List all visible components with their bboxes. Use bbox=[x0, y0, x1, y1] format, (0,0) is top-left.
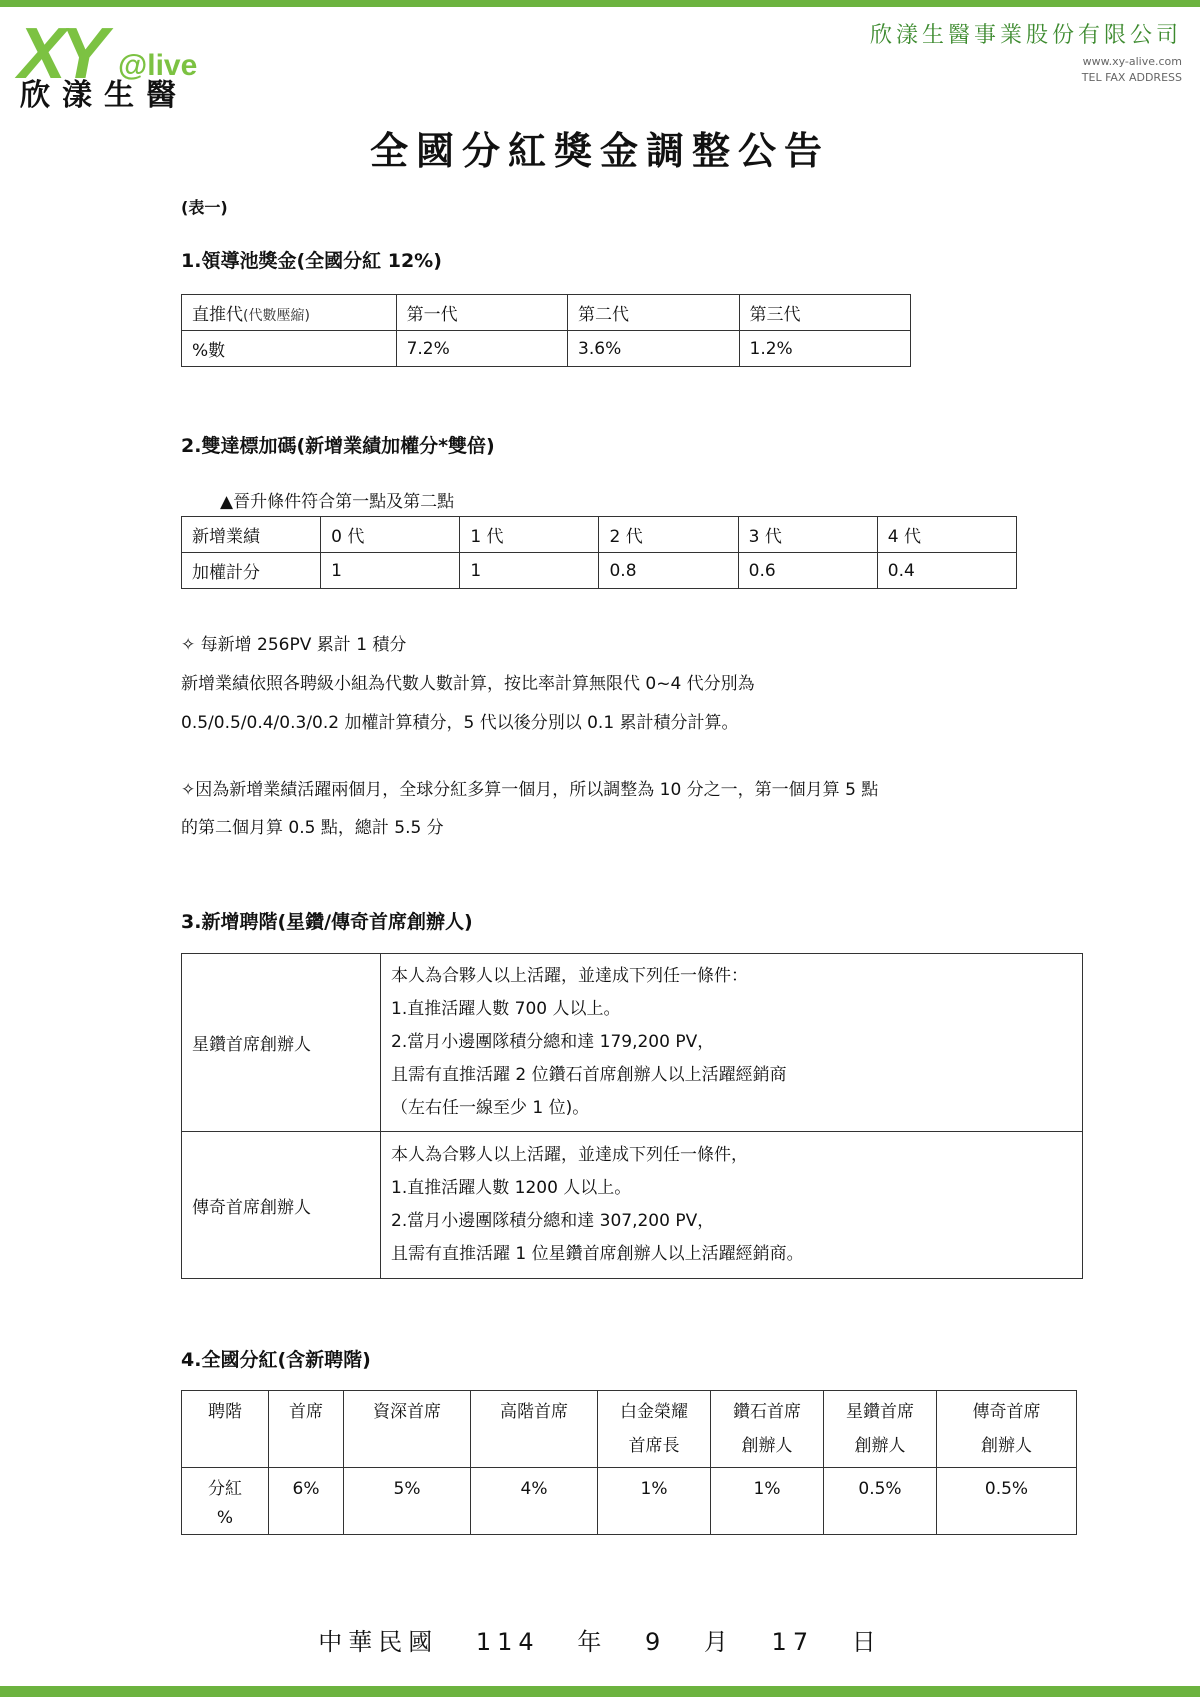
logo-chinese-name: 欣漾生醫 bbox=[20, 78, 188, 113]
company-name: 欣漾生醫事業股份有限公司 bbox=[869, 23, 1182, 48]
table-cell: 1% bbox=[598, 1468, 711, 1535]
company-info bbox=[870, 22, 1182, 86]
condition-line: 2.當月小邊團隊積分總和達 179,200 PV， bbox=[391, 1032, 715, 1052]
new-ranks-table bbox=[181, 953, 1083, 1279]
date-year: 114 bbox=[475, 1628, 540, 1656]
para1-line2: 新增業績依照各聘級小組為代數人數計算，按比率計算無限代 0~4 代分別為 bbox=[181, 674, 755, 694]
condition-line: 本人為合夥人以上活躍，並達成下列任一條件： bbox=[391, 966, 748, 986]
table-header-cell: 4 代 bbox=[877, 517, 1016, 553]
section4-heading: 4.全國分紅(含新聘階) bbox=[181, 1349, 371, 1371]
date-era: 中華民國 bbox=[318, 1628, 439, 1656]
company-contact: TEL FAX ADDRESS bbox=[1081, 71, 1182, 84]
table-cell: 4% bbox=[471, 1468, 598, 1535]
section1-heading: 1.領導池獎金(全國分紅 12%) bbox=[181, 250, 442, 272]
company-logo bbox=[18, 14, 218, 115]
company-website: www.xy-alive.com bbox=[1082, 55, 1182, 68]
table-header-cell: 傳奇首席 創辦人 bbox=[937, 1391, 1077, 1468]
date-day-unit: 日 bbox=[851, 1628, 882, 1656]
table-header-cell: 1 代 bbox=[460, 517, 599, 553]
date-month: 9 bbox=[644, 1628, 667, 1656]
table-header-cell: 0 代 bbox=[321, 517, 460, 553]
table-header-cell: 2 代 bbox=[599, 517, 738, 553]
table-cell: 6% bbox=[269, 1468, 344, 1535]
table-cell: 0.5% bbox=[937, 1468, 1077, 1535]
date-year-unit: 年 bbox=[577, 1628, 608, 1656]
condition-line: 1.直推活躍人數 1200 人以上。 bbox=[391, 1178, 632, 1198]
table-cell: 7.2% bbox=[396, 331, 567, 367]
condition-line: 且需有直推活躍 2 位鑽石首席創辦人以上活躍經銷商 bbox=[391, 1065, 787, 1085]
leadership-pool-table bbox=[181, 294, 911, 367]
table-cell: 1.2% bbox=[739, 331, 910, 367]
table-row-label: 分紅 % bbox=[182, 1468, 269, 1535]
logo-alive: @live bbox=[118, 49, 198, 82]
table-header-cell: 新增業績 bbox=[182, 517, 321, 553]
table-header-cell: 白金榮耀 首席長 bbox=[598, 1391, 711, 1468]
table-cell: 5% bbox=[344, 1468, 471, 1535]
rank-name-cell: 星鑽首席創辦人 bbox=[182, 954, 381, 1132]
condition-line: 且需有直推活躍 1 位星鑽首席創辦人以上活躍經銷商。 bbox=[391, 1244, 804, 1264]
condition-line: 2.當月小邊團隊積分總和達 307,200 PV， bbox=[391, 1211, 715, 1231]
weighted-score-table bbox=[181, 516, 1017, 589]
table-cell: 0.4 bbox=[877, 553, 1016, 589]
table-cell: 3.6% bbox=[568, 331, 739, 367]
logo-xy: XY bbox=[18, 14, 103, 94]
section2-heading: 2.雙達標加碼(新增業績加權分*雙倍) bbox=[181, 435, 495, 457]
section3-heading: 3.新增聘階(星鑽/傳奇首席創辦人) bbox=[181, 911, 473, 933]
date-month-unit: 月 bbox=[703, 1628, 734, 1656]
table-cell: 0.5% bbox=[824, 1468, 937, 1535]
page-title: 全國分紅獎金調整公告 bbox=[369, 129, 830, 173]
rank-name-cell: 傳奇首席創辦人 bbox=[182, 1132, 381, 1279]
para2-line1: ✧因為新增業績活躍兩個月，全球分紅多算一個月，所以調整為 10 分之一，第一個月算 5 點 bbox=[181, 780, 879, 800]
table-header-cell: 星鑽首席 創辦人 bbox=[824, 1391, 937, 1468]
table-label: (表一) bbox=[181, 198, 228, 217]
table-cell: 1% bbox=[711, 1468, 824, 1535]
table-row-label: %數 bbox=[182, 331, 397, 367]
table-header-cell: 首席 bbox=[269, 1391, 344, 1468]
national-dividend-table bbox=[181, 1390, 1077, 1535]
promotion-note: ▲晉升條件符合第一點及第二點 bbox=[220, 492, 455, 512]
table-cell: 0.8 bbox=[599, 553, 738, 589]
table-header-cell: 3 代 bbox=[738, 517, 877, 553]
date-day: 17 bbox=[771, 1628, 815, 1656]
table-header-cell: 直推代(代數壓縮) bbox=[182, 295, 397, 331]
top-accent-bar bbox=[0, 0, 1200, 7]
table-row-label: 加權計分 bbox=[182, 553, 321, 589]
bottom-accent-bar bbox=[0, 1686, 1200, 1697]
table-header-cell: 鑽石首席 創辦人 bbox=[711, 1391, 824, 1468]
table-header-cell: 資深首席 bbox=[344, 1391, 471, 1468]
table-cell: 1 bbox=[460, 553, 599, 589]
table-header-cell: 高階首席 bbox=[471, 1391, 598, 1468]
condition-line: 1.直推活躍人數 700 人以上。 bbox=[391, 999, 621, 1019]
condition-line: 本人為合夥人以上活躍，並達成下列任一條件， bbox=[391, 1145, 748, 1165]
rank-conditions-cell bbox=[381, 1132, 1083, 1279]
table-cell: 1 bbox=[321, 553, 460, 589]
condition-line: （左右任一線至少 1 位)。 bbox=[391, 1098, 590, 1118]
table-header-cell: 聘階 bbox=[182, 1391, 269, 1468]
table-header-cell: 第二代 bbox=[568, 295, 739, 331]
rank-conditions-cell bbox=[381, 954, 1083, 1132]
announcement-date bbox=[0, 1622, 1200, 1657]
para1-line1: ✧ 每新增 256PV 累計 1 積分 bbox=[181, 635, 407, 655]
para1-line3: 0.5/0.5/0.4/0.3/0.2 加權計算積分，5 代以後分別以 0.1 累計積分計算。 bbox=[181, 713, 739, 733]
para2-line2: 的第二個月算 0.5 點，總計 5.5 分 bbox=[181, 818, 444, 838]
table-header-cell: 第一代 bbox=[396, 295, 567, 331]
table-header-cell: 第三代 bbox=[739, 295, 910, 331]
table-cell: 0.6 bbox=[738, 553, 877, 589]
